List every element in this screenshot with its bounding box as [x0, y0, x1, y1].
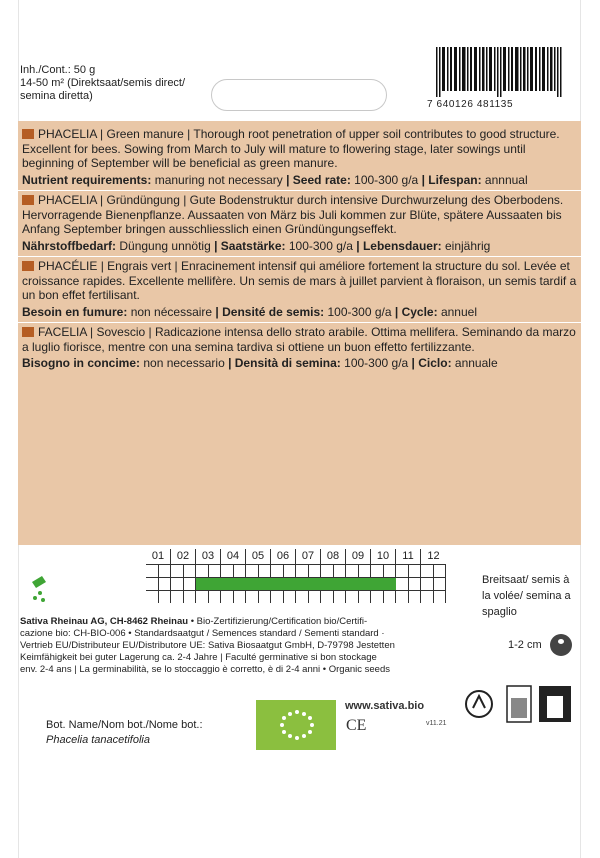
calendar-month-label: 12 [427, 550, 440, 562]
calendar-month-label: 11 [396, 549, 421, 564]
calendar-cell [234, 578, 247, 590]
section-text: PHACELIA | Green manure | Thorough root penetration of upper soil contributes to good structure. Excellent for bees. Sowing from March to July will mature to flowering stage, later sowings until beginning of September will be beneficial as green manure. [22, 127, 560, 170]
calendar-cell [234, 591, 247, 603]
sowing-depth: 1-2 cm [508, 639, 542, 651]
calendar-cell [171, 591, 184, 603]
bullet-square-icon [22, 129, 34, 139]
calendar-cell [259, 591, 272, 603]
calendar-cell [321, 591, 334, 603]
calendar-cell [384, 578, 397, 590]
calendar-cell [196, 591, 209, 603]
sowing-method: Breitsaat/ semis à la volée/ semina a spaglio [482, 574, 571, 618]
calendar-cell [159, 565, 172, 577]
calendar-cell [334, 591, 347, 603]
calendar-cell [284, 591, 297, 603]
calendar-cell [321, 565, 334, 577]
calendar-cell [296, 591, 309, 603]
calendar-cell [346, 578, 359, 590]
calendar-month-label: 06 [271, 549, 296, 564]
calendar-cell [159, 578, 172, 590]
section-text: FACELIA | Sovescio | Radicazione intensa dello strato arabile. Ottima mellifera. Seminando da marzo a luglio fiorisce, mentre con una semina tardiva si ottiene un buon effetto fertilizzante. [22, 325, 576, 354]
calendar-month-label: 03 [196, 549, 221, 564]
calendar-cell [346, 565, 359, 577]
calendar-cell [184, 578, 197, 590]
ce-mark: CE [346, 717, 367, 734]
bullet-square-icon [22, 261, 34, 271]
section-english [18, 125, 581, 191]
calendar-month-label: 02 [171, 549, 196, 564]
section-italian [18, 323, 581, 374]
calendar-cell [309, 578, 322, 590]
barcode-number: 7 640126 481135 [427, 99, 514, 110]
section-text: PHACÉLIE | Engrais vert | Enracinement intensif qui améliore fortement la structure du sol. Levée et croissance rapides. Excellente mellifère. Un semis de mars à juillet parvient à floraison, un semis tardif a un bon effet fertilisant. [22, 259, 577, 302]
calendar-cell [421, 565, 434, 577]
requirements-line: Nutrient requirements: manuring not necessary | Seed rate: 100-300 g/a | Lifespan: annnual [22, 172, 528, 187]
calendar-cell [421, 578, 434, 590]
requirements-line: Besoin en fumure: non nécessaire | Densité de semis: 100-300 g/a | Cycle: annuel [22, 304, 477, 319]
calendar-cell [209, 578, 222, 590]
calendar-cell [396, 565, 409, 577]
calendar-cell [246, 591, 259, 603]
company-info: Sativa Rheinau AG, CH-8462 Rheinau • Bio-Zertifizierung/Certification bio/Certifi- cazione bio: CH-BIO-006 • Standardsaatgut / Semences standard / Sementi standard · Vertrieb EU/Distributeur EU/Distributore UE: Sativa Biosaatgut GmbH, D-79798 Jestetten Keimfähigkeit bei guter Lagerung ca. 2-4 Jahre | Faculté germinative si bon stockage env. 2-4 ans | La germinabilità, se lo stoccaggio è corretto, è di 2-4 anni • Organic seeds [20, 616, 395, 675]
version-label: v11.21 [426, 720, 447, 727]
description-panel [18, 121, 581, 545]
calendar-cell [359, 578, 372, 590]
calendar-cell [146, 565, 159, 577]
calendar-cell [359, 565, 372, 577]
bullet-square-icon [22, 327, 34, 337]
calendar-month-label: 01 [146, 549, 171, 564]
calendar-cell [296, 565, 309, 577]
calendar-cell [171, 578, 184, 590]
website-link[interactable]: www.sativa.bio [345, 700, 425, 712]
calendar-cell [246, 565, 259, 577]
calendar-cell [221, 565, 234, 577]
calendar-cell [221, 578, 234, 590]
calendar-cell [371, 578, 384, 590]
recycling-icons [465, 684, 577, 724]
calendar-row [146, 564, 446, 577]
calendar-cell [259, 578, 272, 590]
calendar-cell [409, 591, 422, 603]
calendar-cell [309, 591, 322, 603]
coverage-area-cont: semina diretta) [20, 90, 93, 102]
calendar-cell [334, 565, 347, 577]
calendar-cell [209, 565, 222, 577]
calendar-cell [321, 578, 334, 590]
calendar-cell [284, 578, 297, 590]
calendar-month-label: 08 [321, 549, 346, 564]
calendar-row [146, 577, 446, 590]
section-german [18, 191, 581, 257]
content-info [20, 64, 185, 103]
calendar-cell [234, 565, 247, 577]
eu-organic-leaf-logo [256, 700, 336, 750]
calendar-months [146, 549, 446, 564]
company-name: Sativa Rheinau AG, CH-8462 Rheinau [20, 616, 189, 627]
calendar-cell [434, 565, 447, 577]
calendar-cell [259, 565, 272, 577]
calendar-cell [146, 591, 159, 603]
calendar-month-label: 07 [296, 549, 321, 564]
calendar-cell [384, 591, 397, 603]
seed-depth-icon [550, 634, 572, 656]
requirements-line: Nährstoffbedarf: Düngung unnötig | Saatstärke: 100-300 g/a | Lebensdauer: einjährig [22, 238, 491, 253]
calendar-cell [334, 578, 347, 590]
calendar-cell [309, 565, 322, 577]
calendar-cell [421, 591, 434, 603]
calendar-cell [146, 578, 159, 590]
sowing-calendar [146, 549, 446, 605]
calendar-cell [384, 565, 397, 577]
calendar-cell [184, 591, 197, 603]
calendar-cell [271, 565, 284, 577]
calendar-cell [271, 578, 284, 590]
botanical-name: Bot. Name/Nom bot./Nome bot.: Phacelia tanacetifolia [46, 719, 203, 746]
calendar-month-label: 05 [246, 549, 271, 564]
calendar-cell [209, 591, 222, 603]
hang-hole [211, 79, 387, 111]
calendar-row [146, 590, 446, 603]
calendar-cell [284, 565, 297, 577]
calendar-cell [171, 565, 184, 577]
calendar-month-label: 04 [221, 549, 246, 564]
barcode [436, 47, 562, 97]
section-text: PHACELIA | Gründüngung | Gute Bodenstruktur durch intensive Durchwurzelung des Oberbodens. Hervorragende Bienenpflanze. Aussaaten von März bis Juli kommen zur Blüte, spätere Aussaaten bis Anfang September bringen ausschliesslich einen Gründüngungseffekt. [22, 193, 564, 236]
calendar-cell [159, 591, 172, 603]
calendar-cell [409, 565, 422, 577]
sowing-hand-icon [28, 574, 54, 604]
calendar-cell [221, 591, 234, 603]
latin-name: Phacelia tanacetifolia [46, 734, 150, 746]
calendar-cell [196, 578, 209, 590]
coverage-area: 14-50 m² (Direktsaat/semis direct/ [20, 77, 186, 89]
calendar-cell [246, 578, 259, 590]
calendar-cell [271, 591, 284, 603]
requirements-line: Bisogno in concime: non necessario | Densità di semina: 100-300 g/a | Ciclo: annuale [22, 356, 498, 370]
calendar-cell [434, 591, 447, 603]
section-french [18, 257, 581, 323]
content-weight: Inh./Cont.: 50 g [20, 64, 96, 76]
calendar-month-label: 09 [346, 549, 371, 564]
calendar-cell [409, 578, 422, 590]
calendar-cell [396, 591, 409, 603]
calendar-cell [184, 565, 197, 577]
calendar-cell [434, 578, 447, 590]
calendar-cell [371, 565, 384, 577]
calendar-cell [359, 591, 372, 603]
calendar-cell [346, 591, 359, 603]
bullet-square-icon [22, 195, 34, 205]
calendar-month-label: 10 [371, 549, 396, 564]
calendar-cell [396, 578, 409, 590]
calendar-cell [196, 565, 209, 577]
calendar-cell [296, 578, 309, 590]
calendar-cell [371, 591, 384, 603]
